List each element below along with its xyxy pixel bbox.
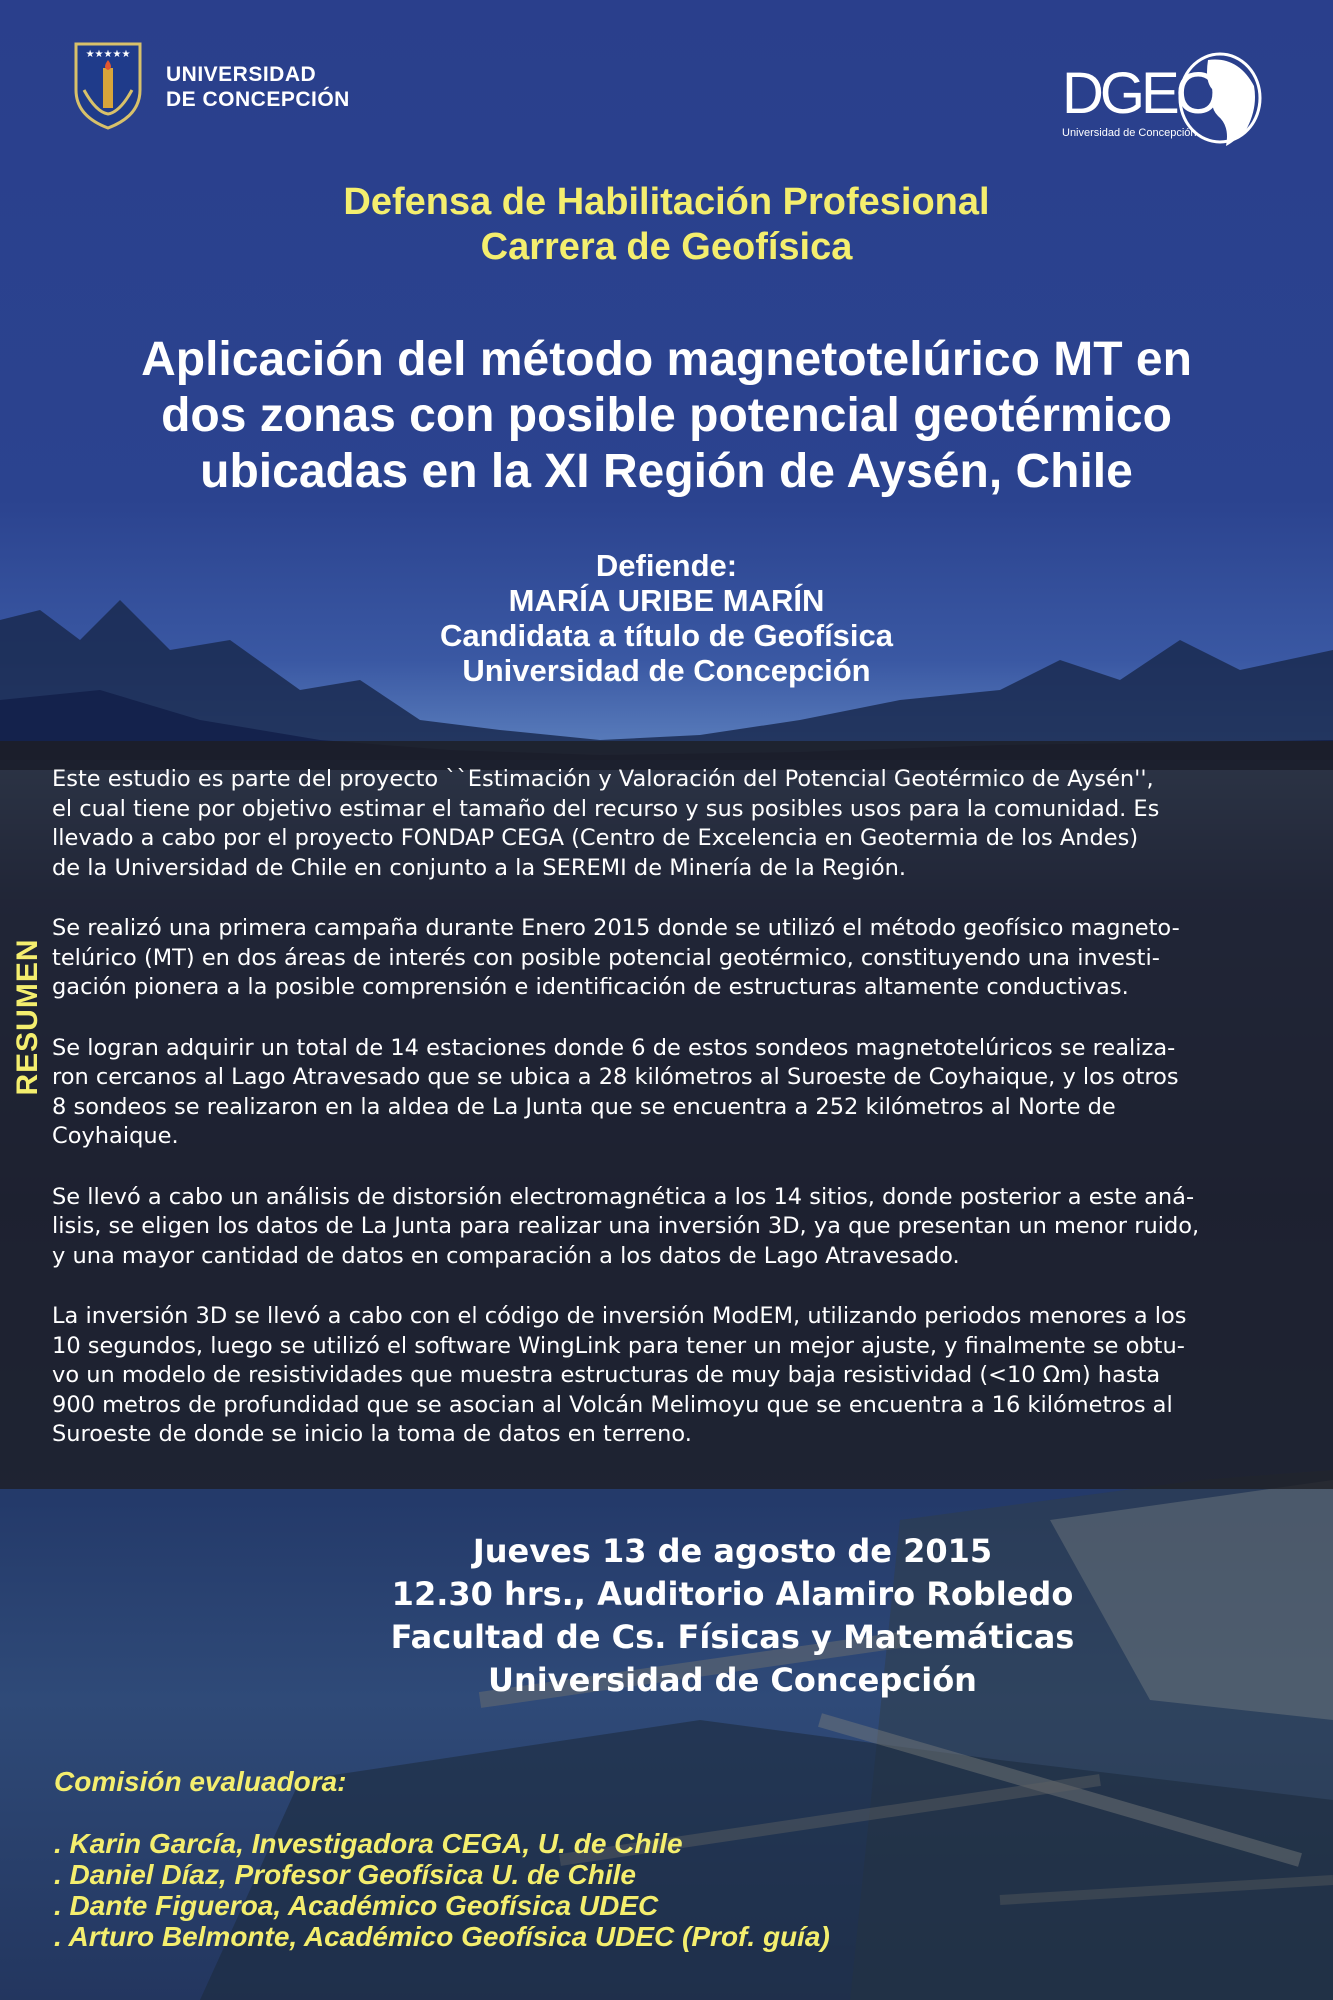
resumen-line: 10 segundos, luego se utilizó el software WingLink para tener un mejor ajuste, y finalmente se obtu- [52, 1332, 1185, 1359]
event-line2: Carrera de Geofísica [480, 226, 853, 268]
resumen-line: 8 sondeos se realizaron en la aldea de La Junta que se encuentra a 252 kilómetros al Norte de [52, 1093, 1116, 1120]
candidate-block [0, 548, 1333, 688]
event-university: Universidad de Concepción [488, 1661, 977, 1699]
resumen-line: y una mayor cantidad de datos en comparación a los datos de Lago Atravesado. [52, 1242, 960, 1269]
svg-text:★★★★★: ★★★★★ [85, 49, 131, 60]
title-line1: Aplicación del método magnetotelúrico MT en [141, 333, 1192, 386]
event-time-place: 12.30 hrs., Auditorio Alamiro Robledo [391, 1575, 1074, 1613]
resumen-line: Se realizó una primera campaña durante Enero 2015 donde se utilizó el método geofísico magneto- [52, 915, 1180, 941]
comision-title: Comisión evaluadora: [54, 1766, 347, 1797]
university-line2: DE CONCEPCIÓN [166, 88, 350, 111]
resumen-line: La inversión 3D se llevó a cabo con el código de inversión ModEM, utilizando periodos menores a los [52, 1303, 1187, 1329]
resumen-line: lisis, se eligen los datos de La Junta para realizar una inversión 3D, ya que presentan un menor ruido, [52, 1213, 1200, 1239]
university-name [166, 62, 350, 112]
dgeo-logo-subtitle: Universidad de Concepción [1062, 127, 1197, 139]
resumen-line: telúrico (MT) en dos áreas de interés con posible potencial geotérmico, constituyendo una investi- [52, 944, 1160, 971]
resumen-line: Suroeste de donde se inicio la toma de datos en terreno. [52, 1421, 692, 1447]
resumen-paragraph-3 [52, 1034, 1320, 1152]
resumen-line: de la Universidad de Chile en conjunto a la SEREMI de Minería de la Región. [52, 854, 907, 881]
comision-members [54, 1828, 830, 1952]
resumen-line: Se llevó a cabo un análisis de distorsión electromagnética a los 14 sitios, donde posterior a este aná- [52, 1183, 1195, 1210]
resumen-line: el cual tiene por objetivo estimar el tamaño del recurso y sus posibles usos para la comunidad. Es [52, 795, 1160, 822]
resumen-paragraph-4 [52, 1183, 1320, 1272]
resumen-label-text: RESUMEN [11, 938, 44, 1096]
comision-member: . Dante Figueroa, Académico Geofísica UDEC [54, 1890, 659, 1921]
event-faculty: Facultad de Cs. Físicas y Matemáticas [390, 1618, 1075, 1656]
resumen-line: gación pionera a la posible comprensión e identificación de estructuras altamente conductivas. [52, 974, 1129, 1000]
candidate-name: MARÍA URIBE MARÍN [508, 583, 825, 618]
resumen-line: Coyhaique. [52, 1123, 179, 1149]
universidad-concepcion-shield-icon [72, 40, 144, 130]
candidate-role: Candidata a título de Geofísica [439, 618, 894, 653]
resumen-line: llevado a cabo por el proyecto FONDAP CEGA (Centro de Excelencia en Geotermia de los Andes) [52, 825, 1139, 851]
resumen-paragraph-1 [52, 765, 1320, 883]
comision-member: . Arturo Belmonte, Académico Geofísica UDEC (Prof. guía) [54, 1921, 830, 1952]
resumen-line: Este estudio es parte del proyecto ``Estimación y Valoración del Potencial Geotérmico de Aysén'', [52, 766, 1154, 792]
title-line3: ubicadas en la XI Región de Aysén, Chile [200, 445, 1133, 498]
resumen-line: ron cercanos al Lago Atravesado que se ubica a 28 kilómetros al Suroeste de Coyhaique, y los otros [52, 1064, 1179, 1090]
resumen-paragraph-2 [52, 914, 1320, 1003]
resumen-line: vo un modelo de resistividades que muestra estructuras de muy baja resistividad (<10 Ωm) hasta [52, 1362, 1161, 1388]
defiende-label: Defiende: [595, 548, 738, 583]
comision-member: . Karin García, Investigadora CEGA, U. de Chile [54, 1828, 683, 1859]
resumen-line: Se logran adquirir un total de 14 estaciones donde 6 de estos sondeos magnetotelúricos se realiza- [52, 1034, 1176, 1061]
thesis-title [40, 332, 1293, 500]
comision-member: . Daniel Díaz, Profesor Geofísica U. de Chile [54, 1859, 636, 1890]
schedule-block [0, 1530, 1333, 1702]
event-heading [0, 180, 1333, 270]
event-line1: Defensa de Habilitación Profesional [343, 181, 990, 223]
candidate-university: Universidad de Concepción [462, 653, 871, 688]
university-line1: UNIVERSIDAD [166, 63, 317, 86]
resumen-line: 900 metros de profundidad que se asocian al Volcán Melimoyu que se encuentra a 16 kilómetros al [52, 1391, 1173, 1418]
resumen-text [52, 765, 1320, 1481]
title-line2: dos zonas con posible potencial geotérmico [161, 389, 1172, 442]
dgeo-logo-text: DGEO [1062, 61, 1217, 126]
resumen-paragraph-5 [52, 1302, 1320, 1450]
event-date: Jueves 13 de agosto de 2015 [472, 1532, 993, 1570]
